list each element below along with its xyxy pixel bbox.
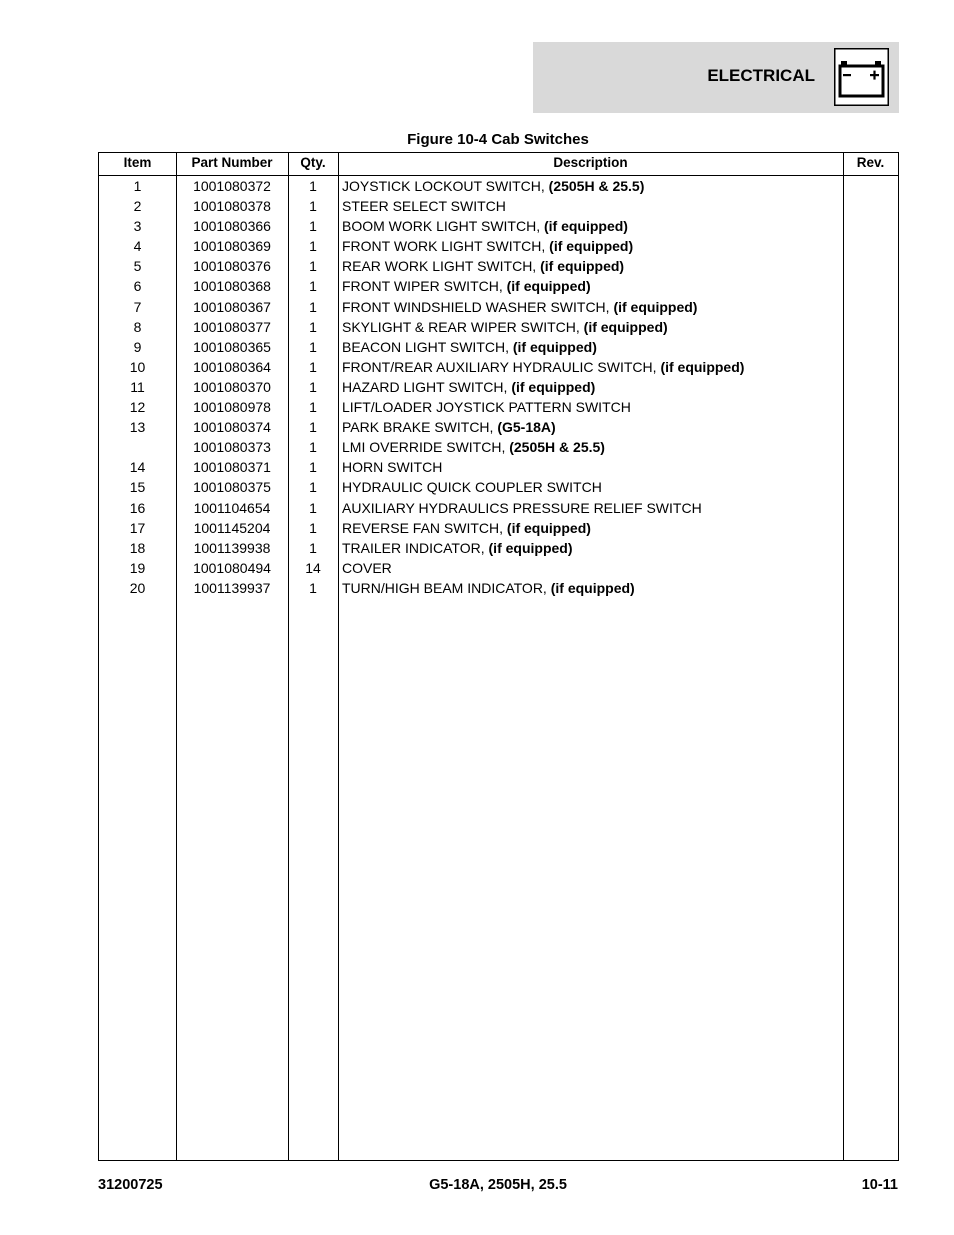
description-note: (if equipped) (549, 238, 634, 255)
table-body (99, 176, 898, 598)
description-note: (G5-18A) (497, 419, 556, 436)
qty-cell: 1 (309, 539, 317, 556)
qty-cell: 1 (309, 258, 317, 275)
item-cell: 13 (129, 419, 146, 436)
item-cell: 8 (133, 318, 142, 335)
table-row (99, 538, 898, 558)
part-number-cell: 1001080372 (193, 178, 271, 194)
item-cell: 18 (129, 539, 146, 556)
description-text: HORN SWITCH (342, 459, 443, 476)
description-text: JOYSTICK LOCKOUT SWITCH, (342, 178, 549, 194)
description-note: (if equipped) (540, 258, 625, 275)
part-number-cell: 1001139938 (193, 539, 271, 556)
qty-cell: 1 (309, 178, 317, 194)
qty-cell: 1 (309, 419, 317, 436)
table-row (99, 397, 898, 417)
description-text: STEER SELECT SWITCH (342, 198, 506, 215)
description-text: BOOM WORK LIGHT SWITCH, (342, 218, 544, 235)
item-cell: 16 (129, 499, 146, 516)
table-row (99, 297, 898, 317)
item-cell: 11 (130, 378, 145, 395)
qty-cell: 1 (309, 579, 317, 596)
section-title: ELECTRICAL (707, 66, 815, 85)
column-header-item: Item (123, 155, 152, 170)
part-number-cell: 1001080373 (193, 439, 271, 456)
part-number-cell: 1001080377 (193, 318, 271, 335)
description-cell (342, 560, 392, 576)
footer-models: G5-18A, 2505H, 25.5 (429, 1177, 567, 1193)
table-row (99, 457, 898, 477)
description-note: (if equipped) (550, 579, 635, 596)
table-row (99, 518, 898, 538)
column-header-part-number: Part Number (191, 155, 273, 170)
description-text: BEACON LIGHT SWITCH, (342, 338, 513, 355)
part-number-cell: 1001139937 (193, 579, 271, 596)
qty-cell: 1 (309, 358, 317, 375)
qty-cell: 1 (309, 499, 317, 516)
description-text: COVER (342, 559, 392, 576)
qty-cell: 1 (309, 399, 317, 416)
footer-document-number: 31200725 (98, 1177, 163, 1193)
table-row (99, 357, 898, 377)
part-number-cell: 1001080368 (193, 278, 271, 295)
description-text: REVERSE FAN SWITCH, (342, 519, 507, 536)
qty-cell: 1 (309, 198, 317, 215)
part-number-cell: 1001080375 (193, 479, 271, 496)
parts-table (98, 152, 899, 1161)
description-cell (342, 419, 556, 435)
description-text: PARK BRAKE SWITCH, (342, 419, 498, 436)
description-note: (if equipped) (543, 218, 628, 235)
part-number-cell: 1001080370 (193, 378, 271, 395)
description-note: (if equipped) (506, 278, 591, 295)
item-cell: 2 (133, 198, 142, 215)
description-note: (if equipped) (511, 378, 596, 395)
description-text: SKYLIGHT & REAR WIPER SWITCH, (342, 318, 584, 335)
item-cell: 7 (133, 298, 142, 315)
qty-cell: 1 (309, 238, 317, 255)
description-cell (342, 218, 628, 234)
description-text: HAZARD LIGHT SWITCH, (342, 378, 512, 395)
table-row (99, 337, 898, 357)
description-note: (2505H & 25.5) (548, 178, 645, 194)
description-text: HYDRAULIC QUICK COUPLER SWITCH (342, 479, 602, 496)
description-cell (342, 520, 591, 536)
description-cell (342, 278, 591, 294)
description-cell (342, 178, 644, 194)
description-cell (342, 500, 702, 516)
item-cell: 10 (129, 358, 146, 375)
qty-cell: 1 (309, 519, 317, 536)
description-note: (2505H & 25.5) (509, 439, 605, 456)
description-cell (342, 258, 624, 274)
part-number-cell: 1001145204 (193, 519, 271, 536)
description-cell (342, 439, 605, 455)
part-number-cell: 1001080366 (193, 218, 271, 235)
description-cell (342, 319, 668, 335)
description-text: LMI OVERRIDE SWITCH, (342, 439, 510, 456)
table-row (99, 317, 898, 337)
table-row (99, 558, 898, 578)
item-cell: 9 (133, 338, 142, 355)
description-cell (342, 580, 635, 596)
column-header-rev: Rev. (856, 155, 885, 170)
qty-cell: 1 (309, 318, 317, 335)
qty-cell: 1 (309, 298, 317, 315)
item-cell: 15 (129, 479, 146, 496)
footer-page-number: 10-11 (861, 1177, 898, 1193)
description-cell (342, 399, 631, 415)
qty-cell: 1 (309, 218, 317, 235)
table-row (99, 477, 898, 497)
part-number-cell: 1001080371 (193, 459, 271, 476)
part-number-cell: 1001080978 (193, 399, 271, 416)
part-number-cell: 1001080369 (193, 238, 271, 255)
description-note: (if equipped) (506, 519, 591, 536)
description-cell (342, 339, 597, 355)
qty-cell: 1 (309, 479, 317, 496)
description-note: (if equipped) (488, 539, 573, 556)
table-row (99, 498, 898, 518)
description-text: TURN/HIGH BEAM INDICATOR, (342, 579, 551, 596)
description-text: FRONT WIPER SWITCH, (342, 278, 507, 295)
part-number-cell: 1001080374 (193, 419, 271, 436)
table-row (99, 236, 898, 256)
table-row (99, 377, 898, 397)
table-row (99, 216, 898, 236)
section-header (533, 42, 899, 113)
table-row (99, 176, 898, 196)
item-cell: 17 (129, 519, 146, 536)
battery-icon (834, 48, 889, 106)
description-text: FRONT WINDSHIELD WASHER SWITCH, (342, 298, 614, 315)
part-number-cell: 1001104654 (193, 499, 271, 516)
table-row (99, 578, 898, 598)
item-cell: 5 (133, 258, 142, 275)
item-cell: 1 (133, 178, 142, 194)
item-cell: 4 (133, 238, 142, 255)
description-text: LIFT/LOADER JOYSTICK PATTERN SWITCH (342, 399, 631, 416)
item-cell: 19 (129, 559, 146, 576)
description-note: (if equipped) (583, 318, 668, 335)
description-text: AUXILIARY HYDRAULICS PRESSURE RELIEF SWITCH (342, 499, 702, 516)
part-number-cell: 1001080364 (193, 358, 271, 375)
column-header-qty: Qty. (300, 155, 326, 170)
table-row (99, 417, 898, 437)
description-note: (if equipped) (512, 338, 597, 355)
description-cell (342, 198, 506, 214)
description-cell (342, 359, 744, 375)
table-row (99, 276, 898, 296)
item-cell: 3 (133, 218, 142, 235)
item-cell: 6 (133, 278, 142, 295)
qty-cell: 14 (305, 559, 321, 576)
item-cell: 20 (129, 579, 146, 596)
part-number-cell: 1001080376 (193, 258, 271, 275)
description-cell (342, 540, 573, 556)
part-number-cell: 1001080378 (193, 198, 271, 215)
qty-cell: 1 (309, 338, 317, 355)
description-cell (342, 238, 633, 254)
qty-cell: 1 (309, 378, 317, 395)
item-cell: 12 (129, 399, 146, 416)
description-note: (if equipped) (613, 298, 698, 315)
part-number-cell: 1001080367 (193, 298, 271, 315)
description-cell (342, 299, 697, 315)
table-row (99, 196, 898, 216)
qty-cell: 1 (309, 459, 317, 476)
description-text: FRONT WORK LIGHT SWITCH, (342, 238, 550, 255)
part-number-cell: 1001080494 (193, 559, 271, 576)
description-text: FRONT/REAR AUXILIARY HYDRAULIC SWITCH, (342, 358, 661, 375)
table-row (99, 256, 898, 276)
description-note: (if equipped) (660, 358, 745, 375)
description-text: REAR WORK LIGHT SWITCH, (342, 258, 541, 275)
description-text: TRAILER INDICATOR, (342, 539, 489, 556)
part-number-cell: 1001080365 (193, 338, 271, 355)
item-cell: 14 (129, 459, 146, 476)
qty-cell: 1 (309, 278, 317, 295)
column-header-description: Description (553, 155, 628, 170)
table-row (99, 437, 898, 457)
description-cell (342, 479, 602, 495)
qty-cell: 1 (309, 439, 317, 456)
description-cell (342, 459, 442, 475)
figure-title: Figure 10-4 Cab Switches (407, 131, 589, 148)
description-cell (342, 379, 595, 395)
